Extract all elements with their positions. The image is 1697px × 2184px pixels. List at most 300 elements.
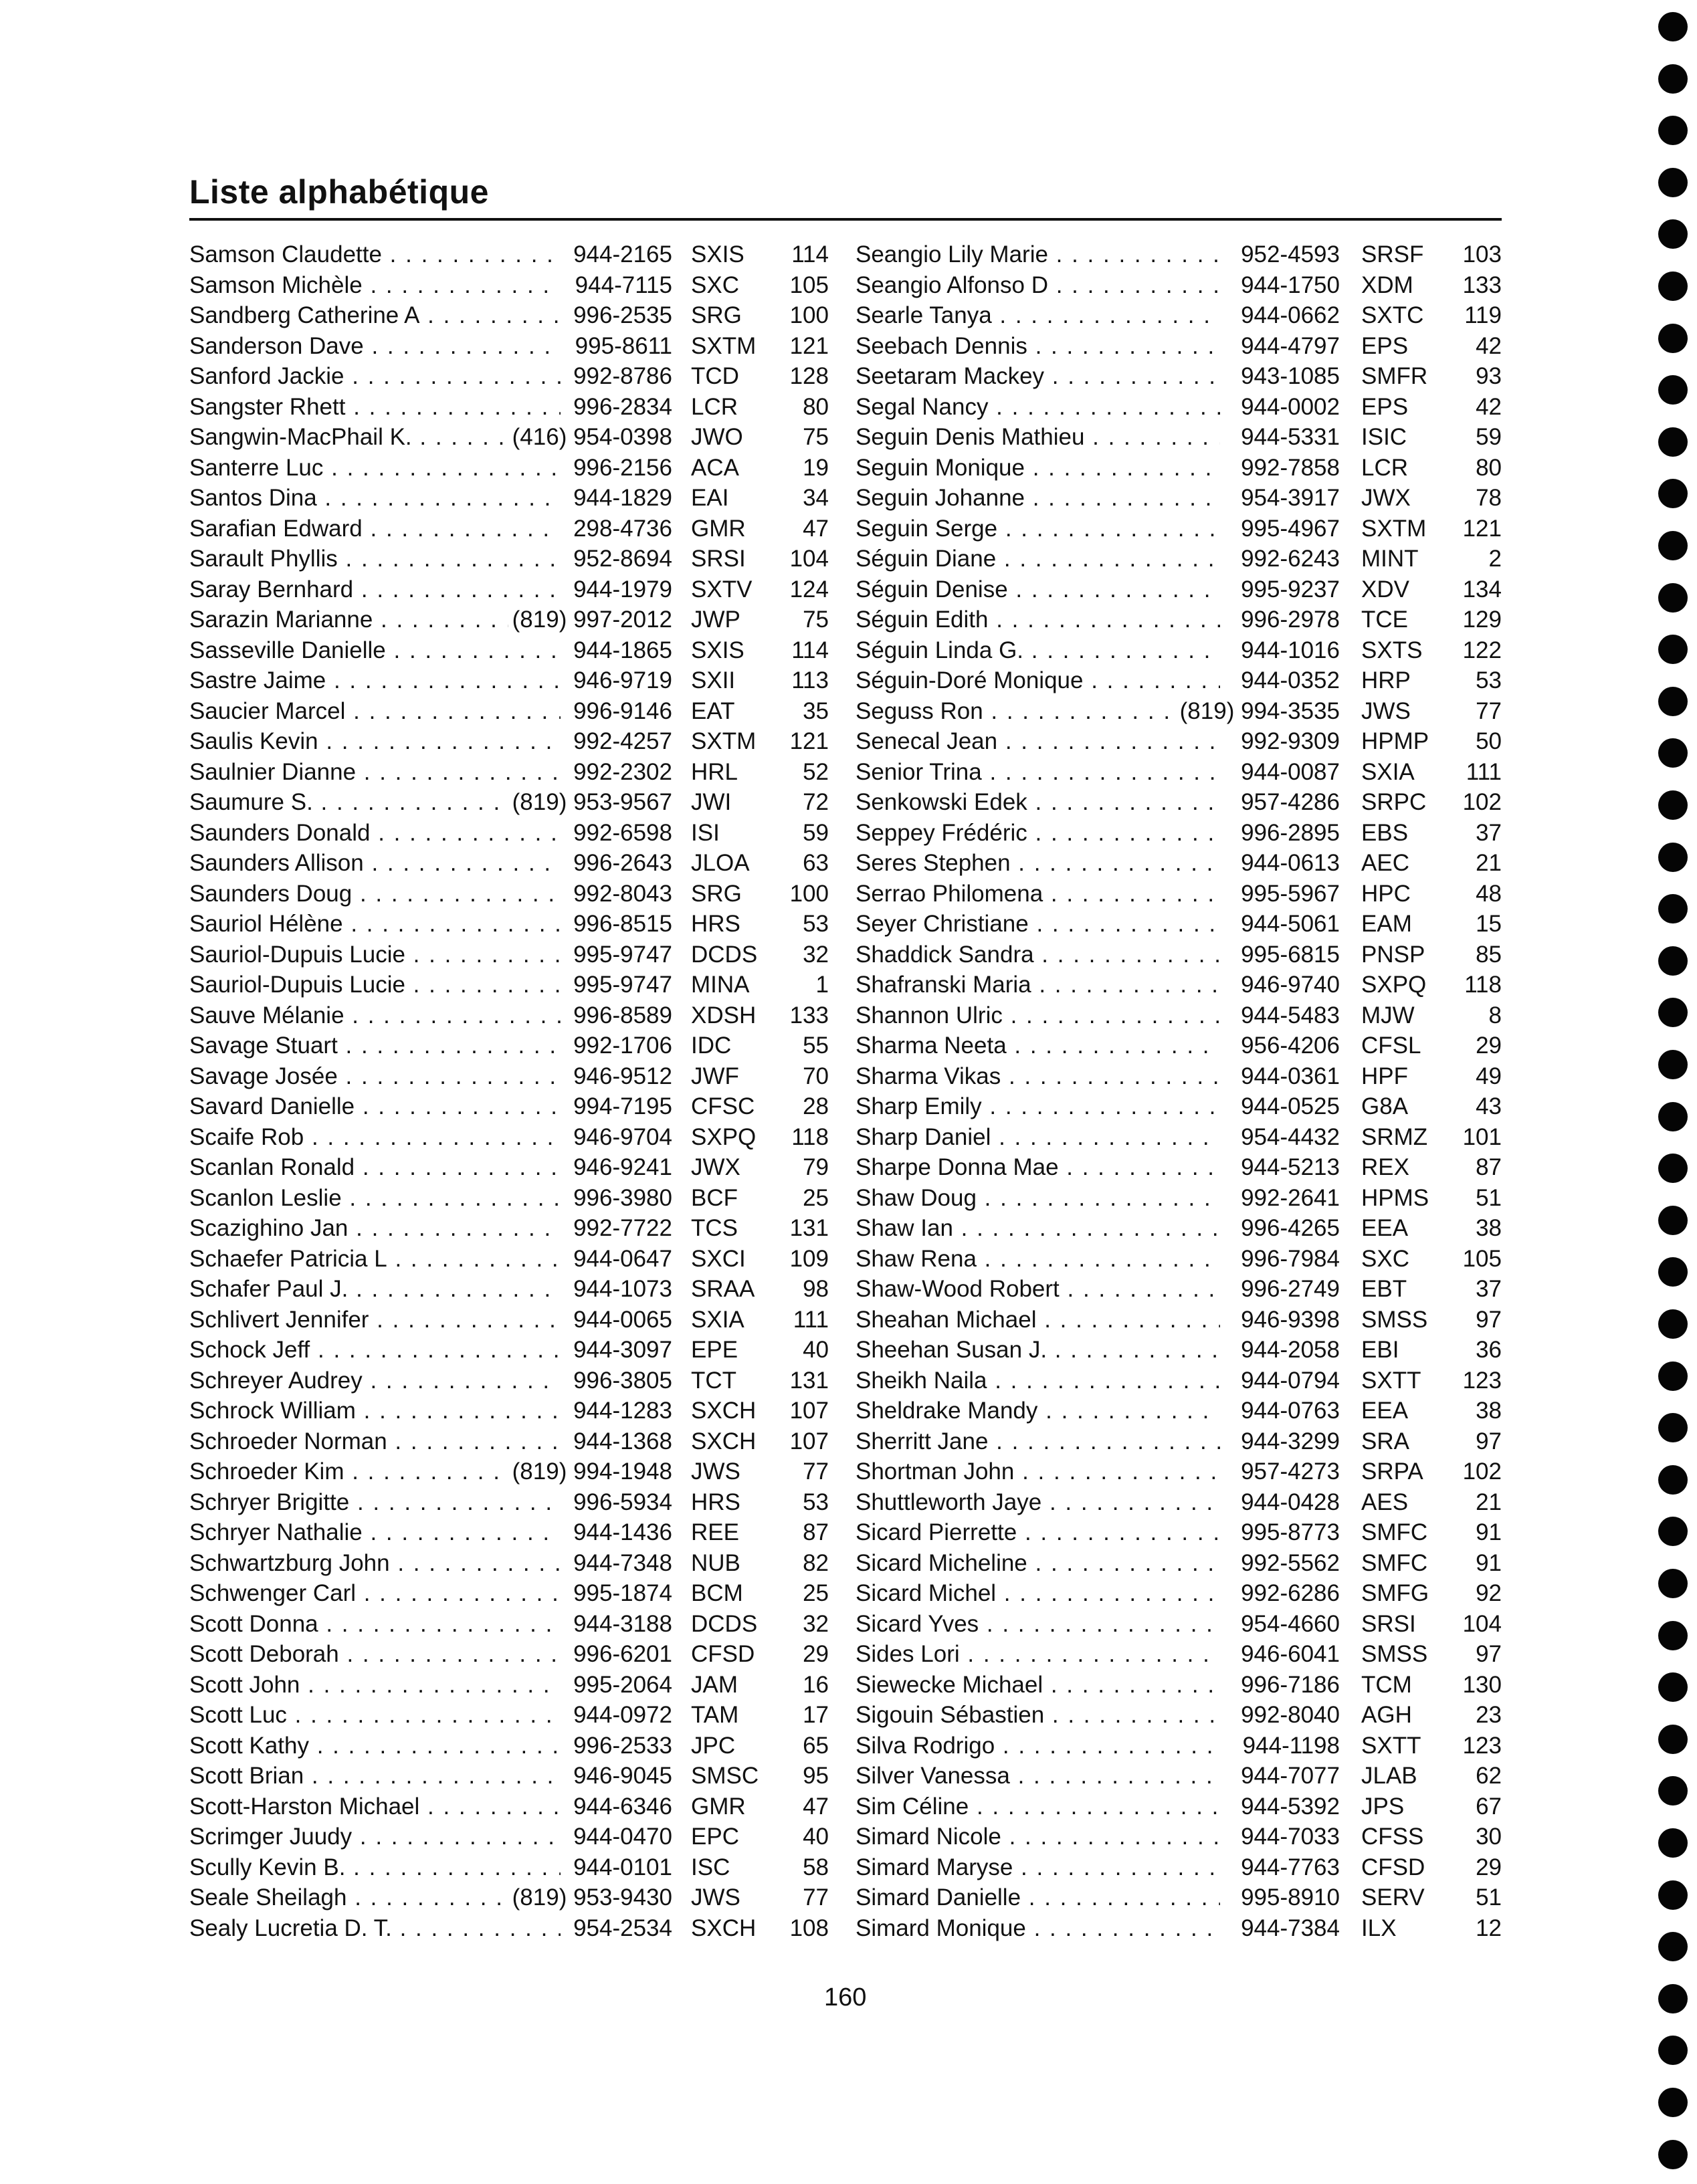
entry-code: JWI [691, 789, 732, 815]
entry-name: Sicard Yves . . . [856, 1609, 1220, 1640]
entry-page: 101 [1462, 1123, 1502, 1150]
entry-code: AEC [1361, 850, 1409, 876]
binder-hole-icon [1658, 738, 1688, 768]
directory-entry [856, 1426, 1504, 1457]
entry-page: 129 [1462, 607, 1502, 633]
entry-phone: 954-3917 [1237, 483, 1340, 514]
directory-entry [856, 453, 1504, 483]
directory-entry [189, 300, 831, 331]
binder-hole-icon [1658, 1725, 1688, 1754]
entry-phone: 944-5213 [1237, 1152, 1340, 1183]
entry-code: SMFR [1361, 363, 1428, 389]
entry-phone: 996-2643 [569, 848, 672, 879]
entry-name: Sheehan Susan J. . . . [856, 1335, 1220, 1366]
binder-hole-icon [1658, 427, 1688, 457]
entry-phone: 996-4265 [1237, 1213, 1340, 1244]
entry-phone: 995-4967 [1237, 514, 1340, 544]
directory-entry [189, 940, 831, 970]
entry-code: TCS [691, 1215, 738, 1241]
binder-hole-icon [1658, 1465, 1688, 1495]
entry-page: 51 [1476, 1184, 1502, 1211]
entry-code: HRS [691, 1489, 740, 1515]
entry-phone: 992-7722 [569, 1213, 672, 1244]
entry-page: 114 [791, 637, 829, 663]
entry-name: Scanlon Leslie . . . [189, 1183, 561, 1214]
entry-page: 58 [803, 1854, 829, 1880]
entry-phone: 992-7858 [1237, 453, 1340, 483]
entry-page: 47 [803, 1793, 829, 1820]
entry-code: SXCH [691, 1398, 757, 1424]
entry-page: 87 [1476, 1154, 1502, 1180]
entry-code: SXTS [1361, 637, 1423, 663]
entry-phone: 996-2535 [569, 300, 672, 331]
entry-phone: 944-7115 [571, 270, 672, 301]
binder-hole-icon [1658, 1361, 1688, 1391]
directory-entry [189, 483, 831, 514]
entry-name: Seetaram Mackey . . . [856, 361, 1220, 392]
entry-phone: 946-9704 [569, 1122, 672, 1153]
binder-hole-icon [1658, 168, 1688, 197]
entry-phone: 995-9237 [1237, 574, 1340, 605]
entry-name: Sangwin-MacPhail K. . . . [189, 422, 561, 453]
binder-hole-icon [1658, 1569, 1688, 1598]
entry-name: Sauve Mélanie . . . [189, 1000, 561, 1031]
directory-entry [189, 1761, 831, 1791]
entry-code: AGH [1361, 1702, 1412, 1728]
entry-phone: 992-1706 [569, 1030, 672, 1061]
directory-entry [189, 1426, 831, 1457]
entry-code: SXC [1361, 1245, 1409, 1272]
entry-phone: 944-5061 [1237, 909, 1340, 940]
entry-page: 59 [803, 819, 829, 846]
entry-phone: 996-8589 [569, 1000, 672, 1031]
entry-code: PNSP [1361, 941, 1425, 968]
entry-phone: 946-9740 [1237, 970, 1340, 1000]
directory-entry [856, 1700, 1504, 1731]
entry-name: Seangio Lily Marie . . . [856, 239, 1220, 270]
directory-entry [189, 1517, 831, 1548]
entry-page: 134 [1462, 576, 1502, 603]
directory-entry [189, 1822, 831, 1852]
entry-name: Schwenger Carl . . . [189, 1578, 561, 1609]
entry-name: Sigouin Sébastien . . . [856, 1700, 1220, 1731]
entry-phone: 944-7033 [1237, 1822, 1340, 1852]
directory-entry [189, 757, 831, 788]
entry-page: 92 [1476, 1580, 1502, 1606]
entry-name: Sharma Neeta . . . [856, 1030, 1220, 1061]
entry-page: 25 [803, 1184, 829, 1211]
entry-name: Scott-Harston Michael . . . [189, 1791, 561, 1822]
entry-page: 70 [803, 1063, 829, 1089]
directory-entry [856, 1913, 1504, 1944]
entry-code: JAM [691, 1671, 738, 1698]
entry-phone: 996-5934 [569, 1487, 672, 1518]
entry-phone: 992-2302 [569, 757, 672, 788]
entry-code: BCM [691, 1580, 743, 1606]
binder-hole-icon [1658, 1050, 1688, 1079]
binder-hole-icon [1658, 1257, 1688, 1287]
binder-hole-icon [1658, 1517, 1688, 1546]
entry-name: Seale Sheilagh . . . [189, 1882, 561, 1913]
binder-hole-icon [1658, 2088, 1688, 2117]
entry-phone: 944-7077 [1237, 1761, 1340, 1791]
entry-phone: 944-4797 [1237, 331, 1340, 362]
directory-entry [856, 331, 1504, 362]
directory-entry [856, 1244, 1504, 1275]
entry-name: Shortman John . . . [856, 1456, 1220, 1487]
entry-code: JWF [691, 1063, 739, 1089]
entry-name: Sheldrake Mandy . . . [856, 1396, 1220, 1426]
entry-page: 75 [803, 607, 829, 633]
entry-page: 52 [803, 758, 829, 785]
entry-code: LCR [1361, 454, 1409, 481]
directory-entry [189, 1183, 831, 1214]
entry-name: Schlivert Jennifer . . . [189, 1305, 561, 1335]
directory-entry [189, 1274, 831, 1305]
directory-entry [189, 1882, 831, 1913]
entry-code: SMSC [691, 1763, 759, 1789]
entry-name: Scott Luc . . . [189, 1700, 561, 1731]
entry-name: Silver Vanessa . . . [856, 1761, 1220, 1791]
directory-entry [856, 970, 1504, 1000]
entry-phone: (819) 997-2012 [508, 605, 672, 635]
entry-name: Sarazin Marianne . . . [189, 605, 561, 635]
directory-entry [189, 239, 831, 270]
entry-page: 104 [1462, 1610, 1502, 1637]
binder-hole-icon [1658, 1828, 1688, 1858]
entry-page: 95 [803, 1763, 829, 1789]
entry-phone: 992-4257 [569, 726, 672, 757]
entry-phone: 944-7348 [569, 1548, 672, 1579]
entry-page: 122 [1462, 637, 1502, 663]
entry-page: 77 [803, 1458, 829, 1485]
binder-hole-icon [1658, 894, 1688, 923]
entry-phone: 944-1979 [569, 574, 672, 605]
directory-entry [189, 361, 831, 392]
directory-entry [856, 1852, 1504, 1883]
entry-code: ISC [691, 1854, 730, 1880]
entry-name: Seguin Denis Mathieu . . . [856, 422, 1220, 453]
entry-phone: (819) 953-9567 [508, 787, 672, 818]
entry-page: 121 [789, 728, 829, 754]
directory-entry [189, 665, 831, 696]
entry-code: CFSS [1361, 1824, 1424, 1850]
entry-name: Saucier Marcel . . . [189, 696, 561, 727]
directory-entry [189, 1396, 831, 1426]
entry-phone: 944-0361 [1237, 1061, 1340, 1092]
entry-page: 2 [1488, 546, 1502, 572]
entry-code: ISIC [1361, 424, 1407, 450]
entry-page: 111 [793, 1306, 829, 1333]
directory-entry [856, 1366, 1504, 1396]
entry-name: Sangster Rhett . . . [189, 392, 561, 423]
entry-page: 25 [803, 1580, 829, 1606]
binder-hole-icon [1658, 324, 1688, 353]
directory-entry [856, 574, 1504, 605]
entry-page: 17 [803, 1702, 829, 1728]
directory-entry [856, 665, 1504, 696]
entry-phone: 952-8694 [569, 544, 672, 574]
directory-entry [856, 1882, 1504, 1913]
directory-entry [856, 1335, 1504, 1366]
entry-name: Sicard Pierrette . . . [856, 1517, 1220, 1548]
entry-code: SXTM [691, 332, 757, 359]
directory-entry [856, 1670, 1504, 1701]
entry-code: NUB [691, 1549, 740, 1576]
entry-name: Sicard Michel . . . [856, 1578, 1220, 1609]
entry-phone: 943-1085 [1237, 361, 1340, 392]
entry-code: XDV [1361, 576, 1409, 603]
entry-code: EAM [1361, 911, 1412, 937]
entry-page: 29 [803, 1641, 829, 1667]
entry-name: Scott Kathy . . . [189, 1731, 561, 1761]
entry-page: 100 [789, 880, 829, 907]
entry-page: 75 [803, 424, 829, 450]
entry-name: Séguin Edith . . . [856, 605, 1220, 635]
entry-name: Shaw Ian . . . [856, 1213, 1220, 1244]
entry-page: 8 [1488, 1002, 1502, 1028]
directory-entry [189, 1456, 831, 1487]
entry-name: Scully Kevin B. . . . [189, 1852, 561, 1883]
entry-code: ACA [691, 454, 739, 481]
entry-phone: 944-0613 [1237, 848, 1340, 879]
entry-phone: 944-7763 [1237, 1852, 1340, 1883]
entry-code: DCDS [691, 1610, 758, 1637]
entry-page: 38 [1476, 1215, 1502, 1241]
entry-page: 59 [1476, 424, 1502, 450]
entry-page: 85 [1476, 941, 1502, 968]
entry-name: Shaw Doug . . . [856, 1183, 1220, 1214]
entry-code: SXIS [691, 241, 744, 267]
entry-name: Sealy Lucretia D. T. . . . [189, 1913, 561, 1944]
entry-name: Saunders Donald . . . [189, 818, 561, 849]
entry-name: Savard Danielle . . . [189, 1091, 561, 1122]
directory-entry [856, 1639, 1504, 1670]
entry-phone: 944-1016 [1237, 635, 1340, 666]
directory-entry [189, 1913, 831, 1944]
entry-name: Shaddick Sandra . . . [856, 940, 1220, 970]
directory-entry [189, 635, 831, 666]
entry-code: JWX [1361, 485, 1411, 511]
entry-page: 121 [1462, 515, 1502, 542]
directory-entry [189, 909, 831, 940]
binder-hole-icon [1658, 843, 1688, 872]
entry-page: 131 [789, 1215, 829, 1241]
entry-code: HPF [1361, 1063, 1408, 1089]
binder-hole-icon [1658, 64, 1688, 94]
entry-name: Saumure S. . . . [189, 787, 561, 818]
entry-code: TCM [1361, 1671, 1412, 1698]
entry-code: HPMS [1361, 1184, 1429, 1211]
entry-code: SERV [1361, 1884, 1425, 1910]
entry-page: 77 [1476, 697, 1502, 724]
entry-code: REE [691, 1519, 739, 1545]
entry-phone: 996-8515 [569, 909, 672, 940]
entry-name: Scott Brian . . . [189, 1761, 561, 1791]
directory-entry [856, 1731, 1504, 1761]
title-rule [189, 218, 1502, 221]
entry-phone: 996-2978 [1237, 605, 1340, 635]
entry-page: 16 [803, 1671, 829, 1698]
binder-hole-icon [1658, 2036, 1688, 2065]
entry-page: 30 [1476, 1824, 1502, 1850]
directory-entry [189, 1061, 831, 1092]
entry-code: BCF [691, 1184, 738, 1211]
binder-hole-icon [1658, 116, 1688, 145]
entry-code: TCT [691, 1367, 737, 1394]
entry-name: Sicard Micheline . . . [856, 1548, 1220, 1579]
entry-name: Sharma Vikas . . . [856, 1061, 1220, 1092]
entry-phone: 944-1368 [569, 1426, 672, 1457]
entry-phone: 944-1865 [569, 635, 672, 666]
entry-name: Sheikh Naila . . . [856, 1366, 1220, 1396]
entry-page: 35 [803, 697, 829, 724]
entry-name: Séguin-Doré Monique . . . [856, 665, 1220, 696]
directory-entry [856, 1030, 1504, 1061]
entry-code: XDSH [691, 1002, 757, 1028]
entry-page: 107 [789, 1398, 829, 1424]
entry-phone: 946-9241 [569, 1152, 672, 1183]
entry-name: Shuttleworth Jaye . . . [856, 1487, 1220, 1518]
directory-entry [189, 1244, 831, 1275]
entry-name: Schaefer Patricia L . . . [189, 1244, 561, 1275]
binder-hole-icon [1658, 1672, 1688, 1702]
entry-code: SXCI [691, 1245, 746, 1272]
entry-page: 42 [1476, 332, 1502, 359]
entry-name: Shannon Ulric . . . [856, 1000, 1220, 1031]
entry-name: Scazighino Jan . . . [189, 1213, 561, 1244]
entry-page: 51 [1476, 1884, 1502, 1910]
directory-entry [856, 392, 1504, 423]
entry-name: Shafranski Maria . . . [856, 970, 1220, 1000]
entry-page: 47 [803, 515, 829, 542]
entry-name: Saunders Allison . . . [189, 848, 561, 879]
entry-name: Shaw-Wood Robert . . . [856, 1274, 1220, 1305]
entry-page: 114 [791, 241, 829, 267]
entry-phone: 944-1283 [569, 1396, 672, 1426]
binder-hole-icon [1658, 1102, 1688, 1131]
entry-phone: 944-0428 [1237, 1487, 1340, 1518]
page-title: Liste alphabétique [189, 173, 489, 211]
entry-phone: 946-9512 [569, 1061, 672, 1092]
directory-entry [856, 1791, 1504, 1822]
entry-name: Siewecke Michael . . . [856, 1670, 1220, 1701]
entry-phone: 954-4432 [1237, 1122, 1340, 1153]
entry-code: TAM [691, 1702, 739, 1728]
binder-hole-icon [1658, 1776, 1688, 1806]
entry-page: 119 [1464, 302, 1502, 328]
entry-name: Sasseville Danielle . . . [189, 635, 561, 666]
entry-page: 1 [815, 972, 829, 998]
entry-phone: 957-4286 [1237, 787, 1340, 818]
entry-name: Silva Rodrigo . . . [856, 1731, 1220, 1761]
entry-code: SXPQ [691, 1123, 757, 1150]
entry-phone: 956-4206 [1237, 1030, 1340, 1061]
binder-hole-icon [1658, 790, 1688, 820]
entry-code: MJW [1361, 1002, 1415, 1028]
entry-code: JLAB [1361, 1763, 1417, 1789]
entry-page: 79 [803, 1154, 829, 1180]
entry-name: Simard Monique . . . [856, 1913, 1220, 1944]
entry-phone: 944-5483 [1237, 1000, 1340, 1031]
entry-name: Sharp Daniel . . . [856, 1122, 1220, 1153]
entry-name: Scanlan Ronald . . . [189, 1152, 561, 1183]
entry-page: 62 [1476, 1763, 1502, 1789]
entry-phone: 944-3299 [1237, 1426, 1340, 1457]
entry-name: Santos Dina . . . [189, 483, 561, 514]
entry-name: Senkowski Edek . . . [856, 787, 1220, 818]
entry-phone: 992-8040 [1237, 1700, 1340, 1731]
entry-phone: 996-3980 [569, 1183, 672, 1214]
entry-page: 133 [789, 1002, 829, 1028]
binding-holes [1652, 0, 1692, 2184]
entry-code: DCDS [691, 941, 758, 968]
entry-code: EPS [1361, 393, 1409, 420]
entry-page: 50 [1476, 728, 1502, 754]
binder-hole-icon [1658, 946, 1688, 976]
directory-entry [189, 1731, 831, 1761]
entry-page: 15 [1476, 911, 1502, 937]
directory-entry [189, 422, 831, 453]
directory-entry [856, 239, 1504, 270]
entry-page: 28 [803, 1093, 829, 1119]
entry-page: 36 [1476, 1337, 1502, 1363]
entry-name: Shaw Rena . . . [856, 1244, 1220, 1275]
directory-entry [189, 453, 831, 483]
entry-page: 29 [1476, 1854, 1502, 1880]
entry-phone: 944-0972 [569, 1700, 672, 1731]
directory-entry [189, 1639, 831, 1670]
entry-phone: 944-0065 [569, 1305, 672, 1335]
entry-page: 40 [803, 1824, 829, 1850]
entry-code: SXTV [691, 576, 753, 603]
entry-code: EEA [1361, 1398, 1409, 1424]
entry-page: 38 [1476, 1398, 1502, 1424]
directory-entry [189, 1609, 831, 1640]
entry-code: JWX [691, 1154, 740, 1180]
directory-entry [856, 635, 1504, 666]
entry-phone: 944-5331 [1237, 422, 1340, 453]
entry-code: SRSF [1361, 241, 1424, 267]
entry-code: SXC [691, 271, 739, 298]
entry-name: Sauriol-Dupuis Lucie . . . [189, 940, 561, 970]
entry-name: Seppey Frédéric . . . [856, 818, 1220, 849]
directory-entry [189, 879, 831, 909]
entry-phone: 298-4736 [569, 514, 672, 544]
entry-code: SXTM [691, 728, 757, 754]
entry-page: 67 [1476, 1793, 1502, 1820]
entry-page: 124 [789, 576, 829, 603]
entry-name: Savage Josée . . . [189, 1061, 561, 1092]
directory-entry [189, 270, 831, 301]
entry-name: Schryer Nathalie . . . [189, 1517, 561, 1548]
entry-phone: 995-9747 [569, 970, 672, 1000]
entry-page: 97 [1476, 1641, 1502, 1667]
directory-entry [189, 1487, 831, 1518]
entry-code: REX [1361, 1154, 1409, 1180]
entry-code: SRPC [1361, 789, 1427, 815]
entry-name: Schwartzburg John . . . [189, 1548, 561, 1579]
entry-name: Seangio Alfonso D . . . [856, 270, 1220, 301]
entry-code: SXIS [691, 637, 744, 663]
entry-page: 37 [1476, 819, 1502, 846]
entry-page: 42 [1476, 393, 1502, 420]
entry-code: EBS [1361, 819, 1409, 846]
entry-phone: 944-1750 [1237, 270, 1340, 301]
entry-phone: 994-7195 [569, 1091, 672, 1122]
entry-page: 48 [1476, 880, 1502, 907]
entry-name: Santerre Luc . . . [189, 453, 561, 483]
